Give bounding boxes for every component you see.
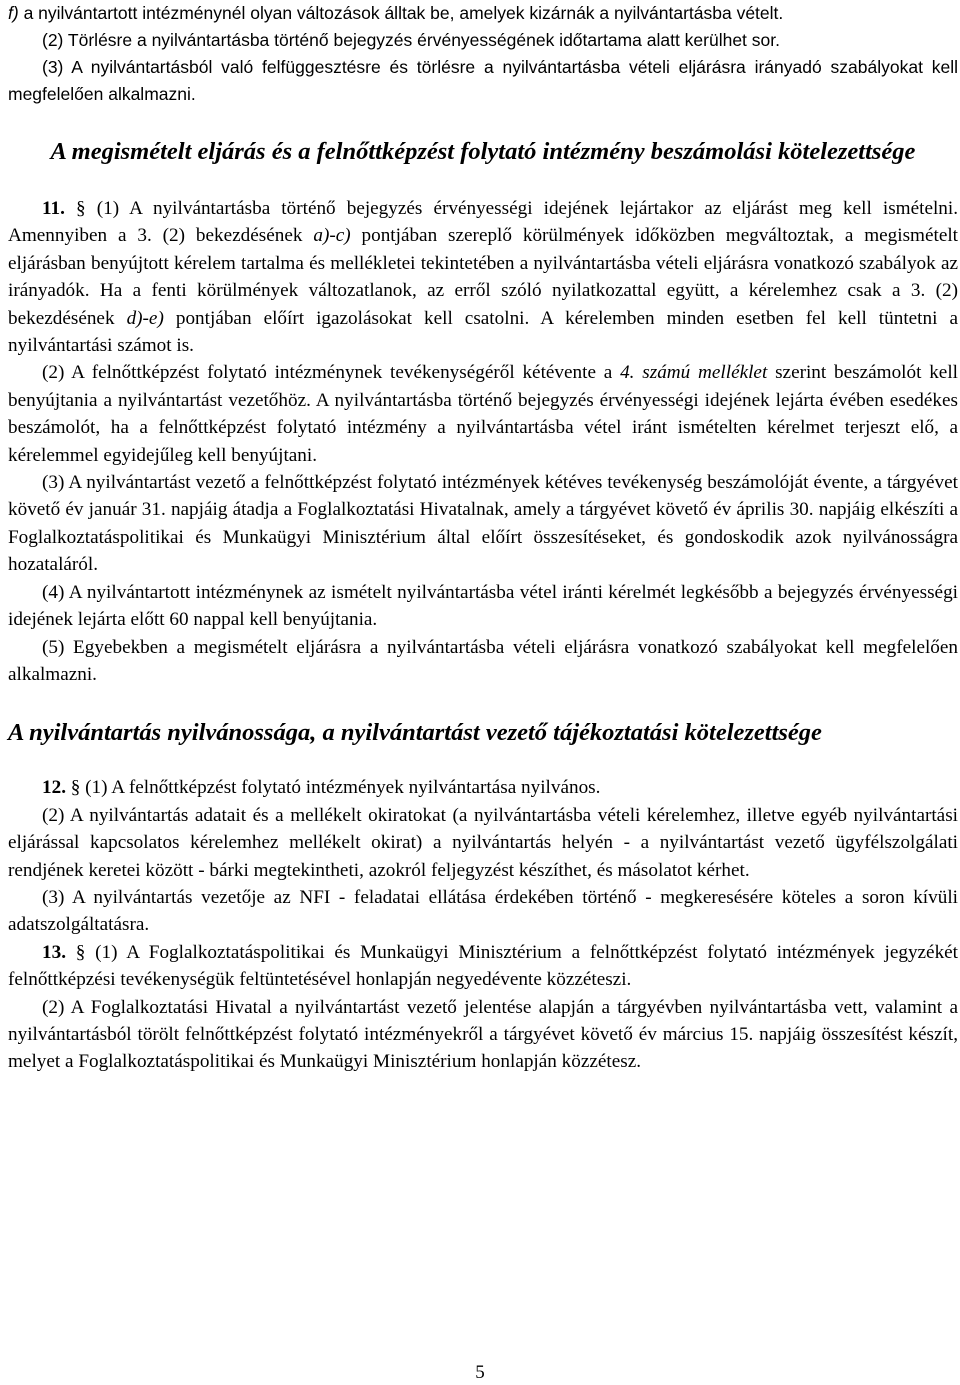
section-11-paragraph-2 xyxy=(8,359,958,469)
paragraph-2: (2) Törlésre a nyilvántartásba történő bejegyzés érvényességének időtartama alatt kerülhet sor. xyxy=(42,30,780,50)
section-sign: § xyxy=(76,198,86,219)
section-11-paragraph-4: (4) A nyilvántartott intézménynek az ismételt nyilvántartásba vétel iránti kérelmét legkésőbb a bejegyzés érvényességi idejének lejárta előtt 60 nappal kell benyújtania. xyxy=(8,581,958,631)
paragraph-3: (3) A nyilvántartásból való felfüggesztésre és törlésre a nyilvántartásba vételi eljárásra irányadó szabályokat kell megfelelően alkalmazni. xyxy=(8,57,958,104)
section-11-paragraph-3: (3) A nyilvántartást vezető a felnőttképzést folytató intézmények kétéves tevékenység beszámolóját évente, a tárgyévet követő év január 31. napjáig átadja a Foglalkoztatási Hivatalnak, amely a tárgyévet követő év április 30. napjáig elkészíti a Foglalkoztatáspolitikai és Munkaügyi Minisztérium által előírt összesítéseket, és gondoskodik azok nyilvánosságra hozataláról. xyxy=(8,472,958,576)
paragraph-text: pontjában szereplő körülmények időközben megváltoztak, a megismételt eljárásban benyújtott kérelem tartalma és mellékletei tekintetében a nyilvántartásba vételi eljárásra vonatkozó szabályok az irányadók. Ha a fenti körülmények változatlanok, az erről szóló nyilatkozattal együtt, a kérelemhez csak a 3. (2) bekezdésének xyxy=(8,225,958,329)
section-13-paragraph-1 xyxy=(8,939,958,994)
paragraph-text: a nyilvántartott intézménynél olyan változások álltak be, amelyek kizárnák a nyilvántartásba vételt. xyxy=(18,3,784,23)
section-heading-publicity: A nyilvántartás nyilvánossága, a nyilvántartást vezető tájékoztatási kötelezettsége xyxy=(8,719,822,747)
section-13-paragraph-2: (2) A Foglalkoztatási Hivatal a nyilvántartást vezető jelentése alapján a tárgyévben nyilvántartásba vett, valamint a nyilvántartásból törölt felnőttképzést folytató intézményekről a tárgyévet követő év március 15. napjáig összesítést készít, melyet a Foglalkoztatáspolitikai és Munkaügyi Minisztérium honlapján közzétesz. xyxy=(8,996,958,1073)
section-number: 12. xyxy=(42,777,66,799)
section-12-paragraph-3: (3) A nyilvántartás vezetője az NFI - feladatai ellátása érdekében történő - megkeresésére köteles a soron kívüli adatszolgáltatásra. xyxy=(8,886,958,936)
section-13 xyxy=(8,939,958,1076)
section-11-paragraph-1 xyxy=(8,195,958,359)
paragraph-f xyxy=(8,0,958,27)
paragraph-text: (2) A felnőttképzést folytató intézménynek tevékenységéről kétévente a xyxy=(42,362,621,384)
top-block xyxy=(8,0,958,108)
section-number: 13. xyxy=(42,941,66,963)
document-page xyxy=(8,0,958,1076)
item-letter: f) xyxy=(8,3,19,23)
paragraph-text: (1) A nyilvántartásba történő bejegyzés érvényességi idejének lejártakor az eljárást meg kell ismételni. Amennyiben a 3. (2) bekezdésének xyxy=(8,198,959,247)
paragraph-text: (1) A Foglalkoztatáspolitikai és Munkaügyi Minisztérium a felnőttképzést folytató intézmények jegyzékét felnőttképzési tevékenységük feltüntetésével honlapján negyedévente közzéteszi. xyxy=(8,941,959,991)
section-11-paragraph-5: (5) Egyebekben a megismételt eljárásra a nyilvántartásba vételi eljárásra vonatkozó szabályokat kell megfelelően alkalmazni. xyxy=(8,636,958,685)
paragraph-text: szerint beszámolót kell benyújtania a nyilvántartást vezetőhöz. A nyilvántartásba történő bejegyzés érvényességi idejének lejárta évében esedékes beszámolót, ha a felnőttképzést folytató intézmény a nyilvántartásba vétel iránt ismételten kérelmet terjeszt elő, a kérelemmel egyidejűleg kell benyújtani. xyxy=(8,362,958,466)
section-11 xyxy=(8,195,958,688)
point-reference: a)-c) xyxy=(313,225,351,247)
section-12-paragraph-2: (2) A nyilvántartás adatait és a mellékelt okiratokat (a nyilvántartásba vételi kérelemhez, illetve egyéb nyilvántartási eljárással kapcsolatos kérelemhez mellékelt okirat) a nyilvántartás helyén - a nyilvántartást vezető ügyfélszolgálati rendjének keretei között - bárki megtekintheti, azokról feljegyzést készíthet, és másolatot kérhet. xyxy=(8,804,958,881)
annex-reference: 4. számú melléklet xyxy=(620,362,768,384)
paragraph-text: (1) A felnőttképzést folytató intézmények nyilvántartása nyilvános. xyxy=(85,777,601,799)
section-sign: § xyxy=(75,941,86,963)
page-number: 5 xyxy=(475,1362,485,1383)
paragraph-text: pontjában előírt igazolásokat kell csatolni. A kérelemben minden esetben fel kell tüntetni a nyilvántartási számot is. xyxy=(8,307,958,357)
section-12-paragraph-1 xyxy=(8,774,958,801)
section-number: 11. xyxy=(42,198,65,219)
section-sign: § xyxy=(70,777,81,799)
section-12 xyxy=(8,774,958,938)
point-reference: d)-e) xyxy=(126,307,164,329)
section-heading-reporting: A megismételt eljárás és a felnőttképzést folytató intézmény beszámolási kötelezettsége xyxy=(50,138,916,165)
